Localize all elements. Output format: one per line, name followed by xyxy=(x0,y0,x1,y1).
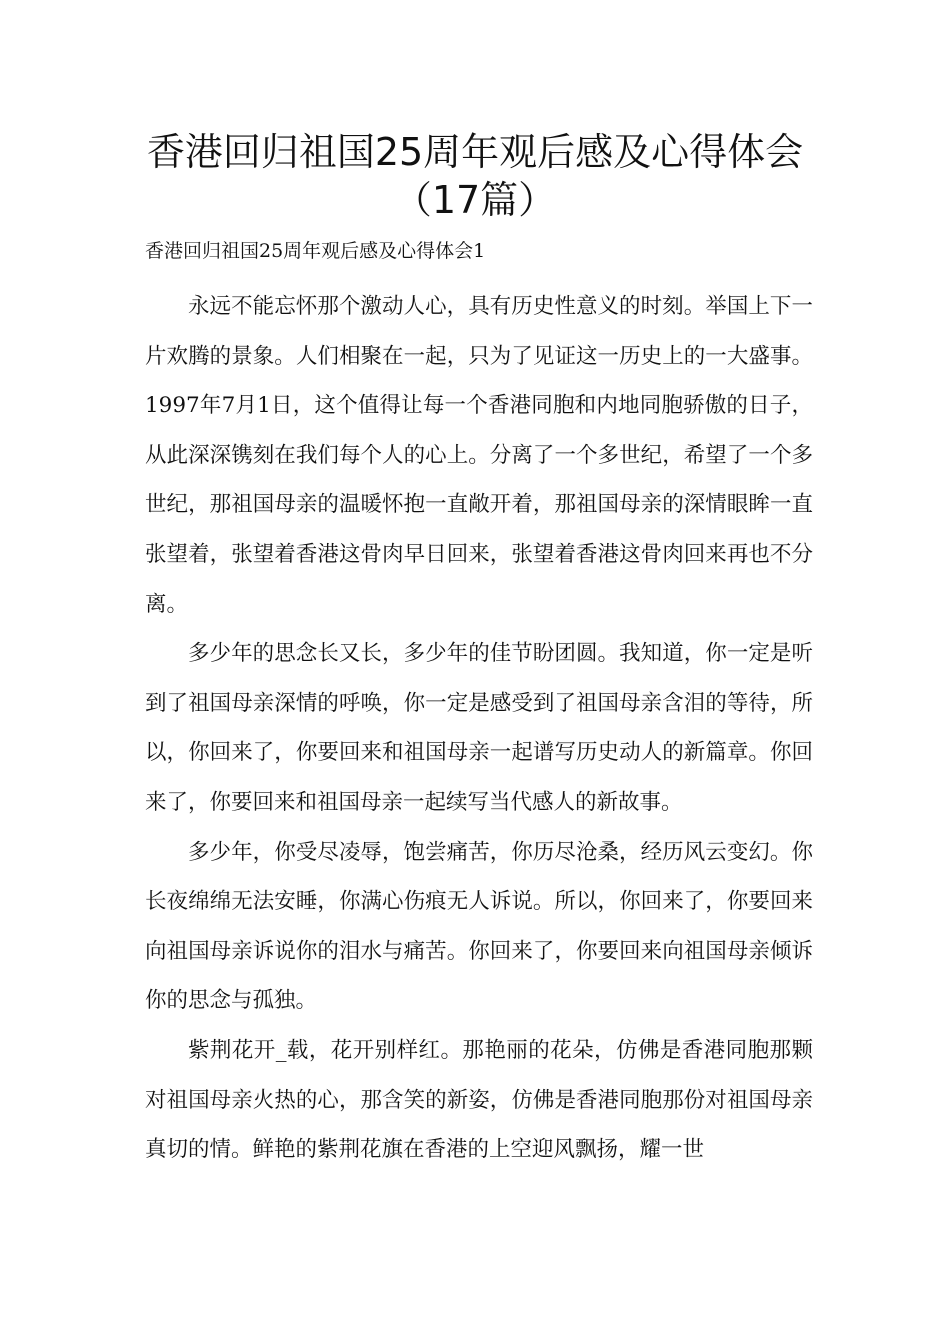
paragraph: 多少年，你受尽凌辱，饱尝痛苦，你历尽沧桑，经历风云变幻。你长夜绵绵无法安睡，你满心伤痕无人诉说。所以，你回来了，你要回来向祖国母亲诉说你的泪水与痛苦。你回来了，你要回来向祖国母亲倾诉你的思念与孤独。 xyxy=(145,839,813,1014)
section-heading: 香港回归祖国25周年观后感及心得体会1 xyxy=(145,240,486,262)
document-body xyxy=(145,282,813,1175)
paragraph: 永远不能忘怀那个激动人心，具有历史性意义的时刻。举国上下一片欢腾的景象。人们相聚在一起，只为了见证这一历史上的一大盛事。1997年7月1日，这个值得让每一个香港同胞和内地同胞骄傲的日子，从此深深镌刻在我们每个人的心上。分离了一个多世纪，希望了一个多世纪，那祖国母亲的温暖怀抱一直敞开着，那祖国母亲的深情眼眸一直张望着，张望着香港这骨肉早日回来，张望着香港这骨肉回来再也不分离。 xyxy=(145,294,813,617)
paragraph: 紫荆花开_载，花开别样红。那艳丽的花朵，仿佛是香港同胞那颗对祖国母亲火热的心，那含笑的新姿，仿佛是香港同胞那份对祖国母亲真切的情。鲜艳的紫荆花旗在香港的上空迎风飘扬，耀一世 xyxy=(145,1037,813,1163)
paragraph: 多少年的思念长又长，多少年的佳节盼团圆。我知道，你一定是听到了祖国母亲深情的呼唤，你一定是感受到了祖国母亲含泪的等待，所以，你回来了，你要回来和祖国母亲一起谱写历史动人的新篇章。你回来了，你要回来和祖国母亲一起续写当代感人的新故事。 xyxy=(145,641,813,815)
document-title: 香港回归祖国25周年观后感及心得体会（17篇） xyxy=(146,130,804,222)
